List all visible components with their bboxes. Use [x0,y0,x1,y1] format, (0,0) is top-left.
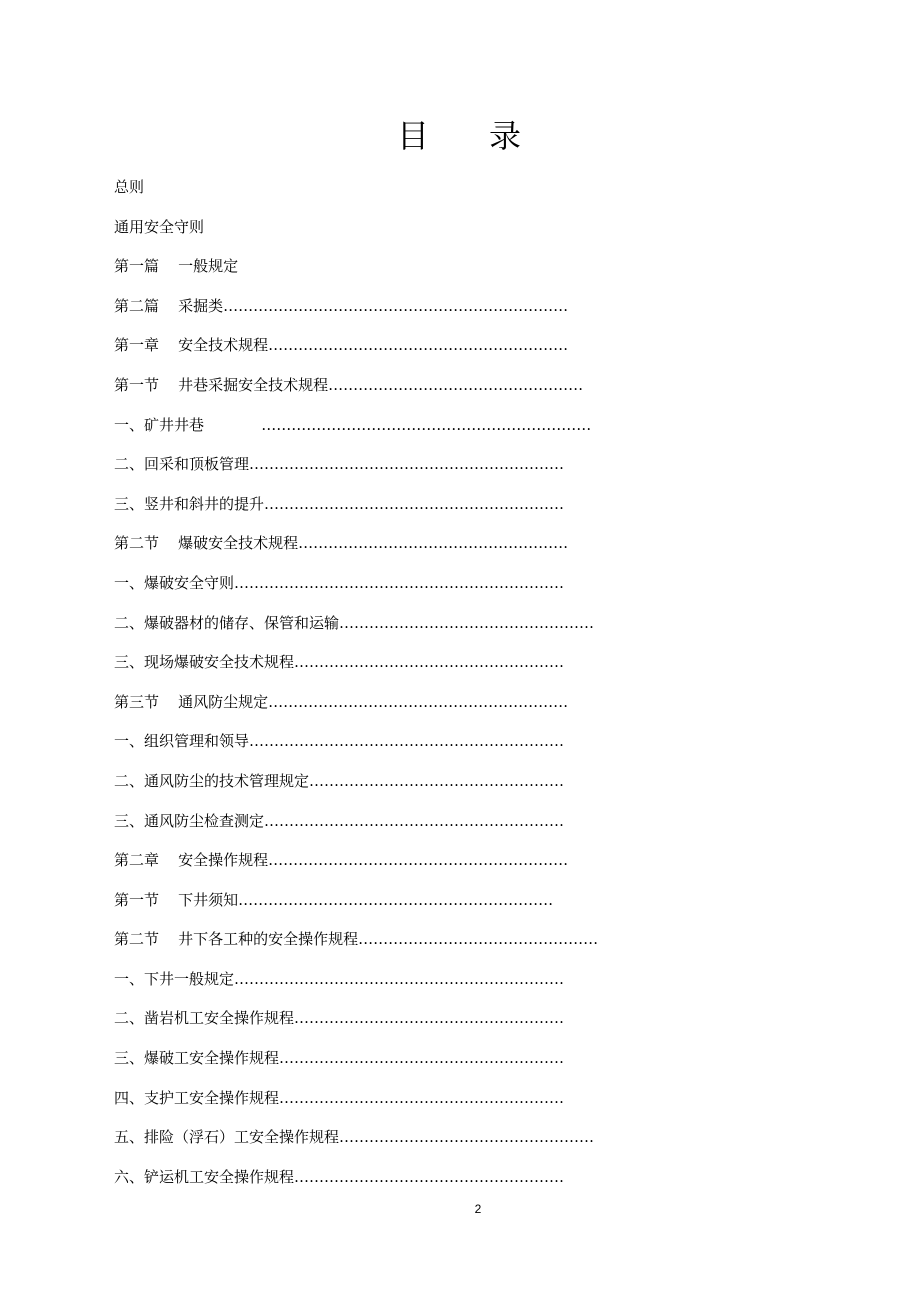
toc-entry-leader: ……………………………………………… [294,1009,565,1028]
toc-entry [114,1079,614,1119]
toc-entry-leader: ……………………………………………………… [238,890,554,909]
toc-entry-text: 三、通风防尘检查测定 [114,811,265,830]
toc-entry-text: 一、下井一般规定 [114,969,235,988]
toc-entry [114,326,614,366]
toc-entry-leader: ………………………………………………………… [234,969,565,988]
toc-entry-text: 第二篇 采掘类 [114,296,224,315]
toc-entry-leader: ………………………………………………… [279,1049,565,1068]
toc-entry-text: 三、竖井和斜井的提升 [114,494,265,513]
toc-entry [114,247,614,287]
toc-entry [114,366,614,406]
toc-entry [114,683,614,723]
toc-entry-text: 二、爆破器材的储存、保管和运输 [114,613,340,632]
toc-entry-leader: ……………………………………………… [294,1167,565,1186]
toc-entry-leader: ……………………………………………… [294,653,565,672]
toc-entry-text: 一、爆破安全守则 [114,573,235,592]
toc-entry-leader: …………………………………………………… [268,336,569,355]
toc-entry-text: 一、矿井井巷 [114,415,205,434]
toc-entry [114,999,614,1039]
toc-entry-leader: ………………………………………………………… [204,415,592,434]
table-of-contents [114,168,614,1197]
toc-entry-leader: ……………………………………………… [298,534,569,553]
toc-entry [114,762,614,802]
toc-entry [114,287,614,327]
toc-entry-text: 第二章 安全操作规程 [114,851,269,870]
toc-entry [114,1039,614,1079]
toc-entry-leader: …………………………………………… [328,375,584,394]
toc-entry-text: 总则 [114,178,145,196]
toc-entry-text: 三、现场爆破安全技术规程 [114,653,295,672]
toc-entry [114,1118,614,1158]
toc-entry [114,881,614,921]
toc-entry-leader: …………………………………………… [309,771,565,790]
toc-entry-text: 第三节 通风防尘规定 [114,692,269,711]
toc-entry [114,1158,614,1198]
toc-entry [114,722,614,762]
toc-entry-leader: …………………………………………… [339,1128,595,1147]
title-char-1: 目 [396,117,431,155]
title-char-2: 录 [489,117,524,155]
toc-entry [114,802,614,842]
toc-entry-text: 第一节 井巷采掘安全技术规程 [114,375,329,394]
toc-entry-text: 第一篇 一般规定 [114,257,239,276]
toc-entry-text: 三、爆破工安全操作规程 [114,1049,280,1068]
toc-entry-text: 第一章 安全技术规程 [114,336,269,355]
toc-entry-text: 一、组织管理和领导 [114,732,250,751]
toc-entry-leader: ……………………………………………………… [249,455,565,474]
toc-entry [114,445,614,485]
page-title [0,112,920,160]
toc-entry-text: 二、通风防尘的技术管理规定 [114,771,310,790]
toc-entry [114,564,614,604]
toc-entry [114,524,614,564]
toc-entry-text: 六、铲运机工安全操作规程 [114,1167,295,1186]
toc-entry-leader: …………………………………………………… [268,692,569,711]
toc-entry-text: 五、排险（浮石）工安全操作规程 [114,1128,340,1147]
toc-entry-leader: …………………………………………… [339,613,595,632]
toc-entry-text: 二、回采和顶板管理 [114,455,250,474]
toc-entry-text: 第二节 井下各工种的安全操作规程 [114,930,359,949]
toc-entry-text: 第一节 下井须知 [114,890,239,909]
toc-entry [114,604,614,644]
toc-entry-text: 二、凿岩机工安全操作规程 [114,1009,295,1028]
page-number: 2 [474,1202,482,1216]
toc-entry [114,960,614,1000]
toc-entry-text: 四、支护工安全操作规程 [114,1088,280,1107]
toc-entry-leader: ……………………………………………………… [249,732,565,751]
toc-entry-leader: …………………………………………………… [268,851,569,870]
toc-entry [114,168,614,208]
toc-entry-leader: …………………………………………………… [264,811,565,830]
toc-entry [114,841,614,881]
toc-entry [114,643,614,683]
toc-entry-leader: …………………………………………………………… [223,296,569,315]
toc-entry-leader: ………………………………………… [358,930,599,949]
toc-entry-leader: …………………………………………………… [264,494,565,513]
toc-entry [114,485,614,525]
toc-entry [114,920,614,960]
toc-entry [114,406,614,446]
toc-entry-text: 通用安全守则 [114,217,205,236]
toc-entry-text: 第二节 爆破安全技术规程 [114,534,299,553]
toc-entry-leader: ………………………………………………… [279,1088,565,1107]
toc-entry-leader: ………………………………………………………… [234,573,565,592]
toc-entry [114,208,614,248]
